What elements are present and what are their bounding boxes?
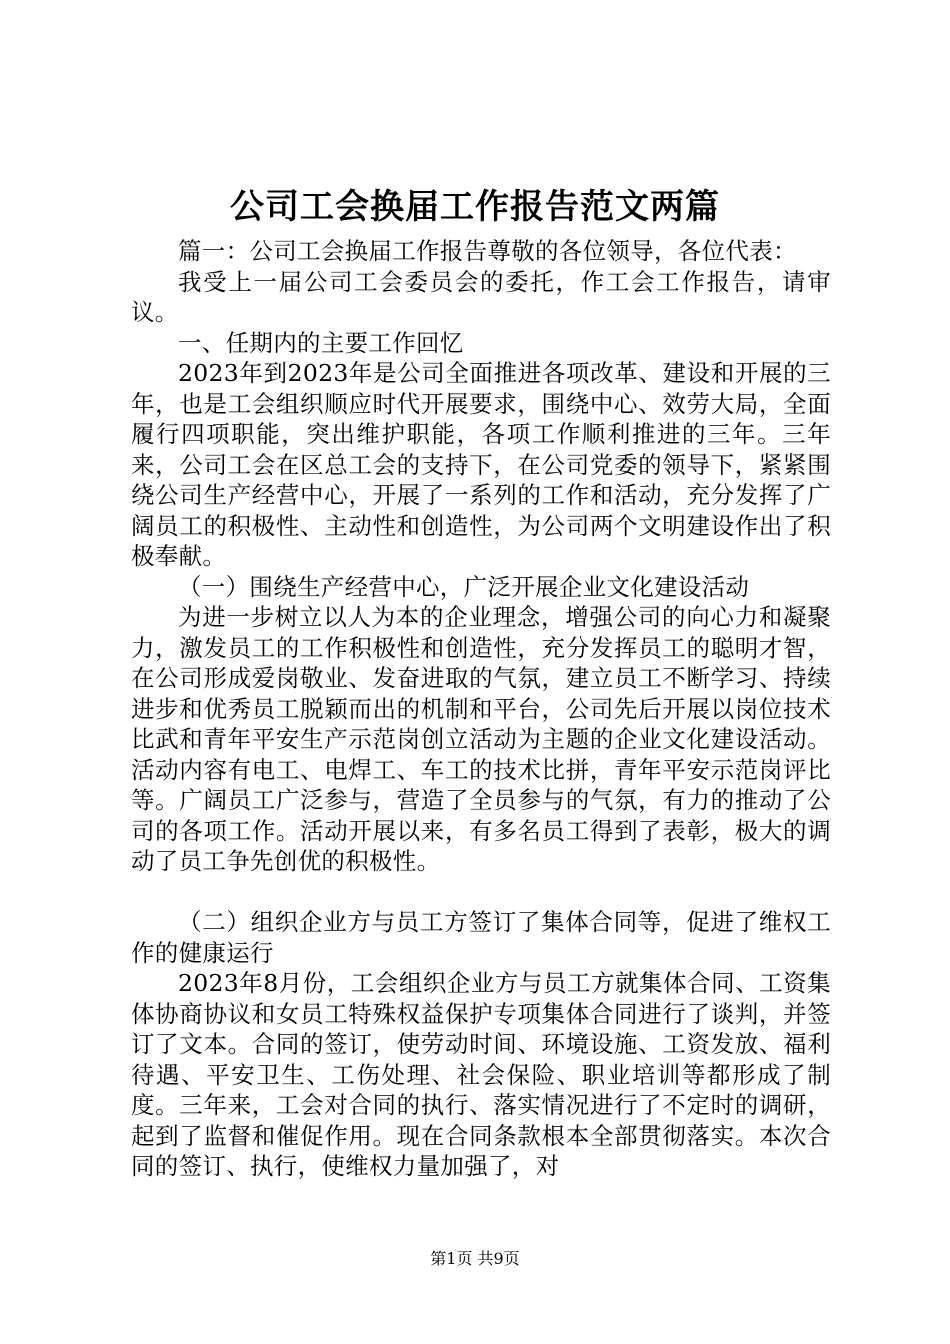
section-heading-review: 一、任期内的主要工作回忆 xyxy=(178,328,464,357)
subsection-heading-culture: （一）围绕生产经营中心，广泛开展企业文化建设活动 xyxy=(178,572,750,601)
paragraph-salutation: 篇一：公司工会换届工作报告尊敬的各位领导，各位代表： xyxy=(178,237,797,265)
paragraph-contract: 2023年8月份，工会组织企业方与员工方就集体合同、工资集体协商协议和女员工特殊权益保护专项集体合同进行了谈判，并签订了文本。合同的签订，使劳动时间、环境设施、工资发放、福利待遇、平安卫生、工伤处理、社会保险、职业培训等都形成了制度。三年来，工会对合同的执行、落实情况进行了不定时的调研，起到了监督和催促作用。现在合同条款根本全部贯彻落实。本次合同的签订、执行，使维权力量加强了，对 xyxy=(131,969,831,1180)
paragraph-intro: 我受上一届公司工会委员会的委托，作工会工作报告，请审议。 xyxy=(131,267,831,326)
paragraph-spacer xyxy=(131,877,831,908)
subsection-heading-contract: （二）组织企业方与员工方签订了集体合同等，促进了维权工作的健康运行 xyxy=(131,908,831,967)
paragraph-culture: 为进一步树立以人为本的企业理念，增强公司的向心力和凝聚力，激发员工的工作积极性和创造性，充分发挥员工的聪明才智，在公司形成爱岗敬业、发奋进取的气氛，建立员工不断学习、持续进步和优秀员工脱颖而出的机制和平台，公司先后开展以岗位技术比武和青年平安生产示范岗创立活动为主题的企业文化建设活动。活动内容有电工、电焊工、车工的技术比拼，青年平安示范岗评比等。广阔员工广泛参与，营造了全员参与的气氛，有力的推动了公司的各项工作。活动开展以来，有多名员工得到了表彰，极大的调动了员工争先创优的积极性。 xyxy=(131,603,831,875)
document-body xyxy=(131,236,831,1182)
paragraph-overview: 2023年到2023年是公司全面推进各项改革、建设和开展的三年，也是工会组织顺应时代开展要求，围绕中心、效劳大局，全面履行四项职能，突出维护职能，各项工作顺利推进的三年。三年来，公司工会在区总工会的支持下，在公司党委的领导下，紧紧围绕公司生产经营中心，开展了一系列的工作和活动，充分发挥了广阔员工的积极性、主动性和创造性，为公司两个文明建设作出了积极奉献。 xyxy=(131,359,831,570)
page-footer: 第1页 共9页 xyxy=(430,1249,520,1268)
document-title: 公司工会换届工作报告范文两篇 xyxy=(230,187,720,227)
